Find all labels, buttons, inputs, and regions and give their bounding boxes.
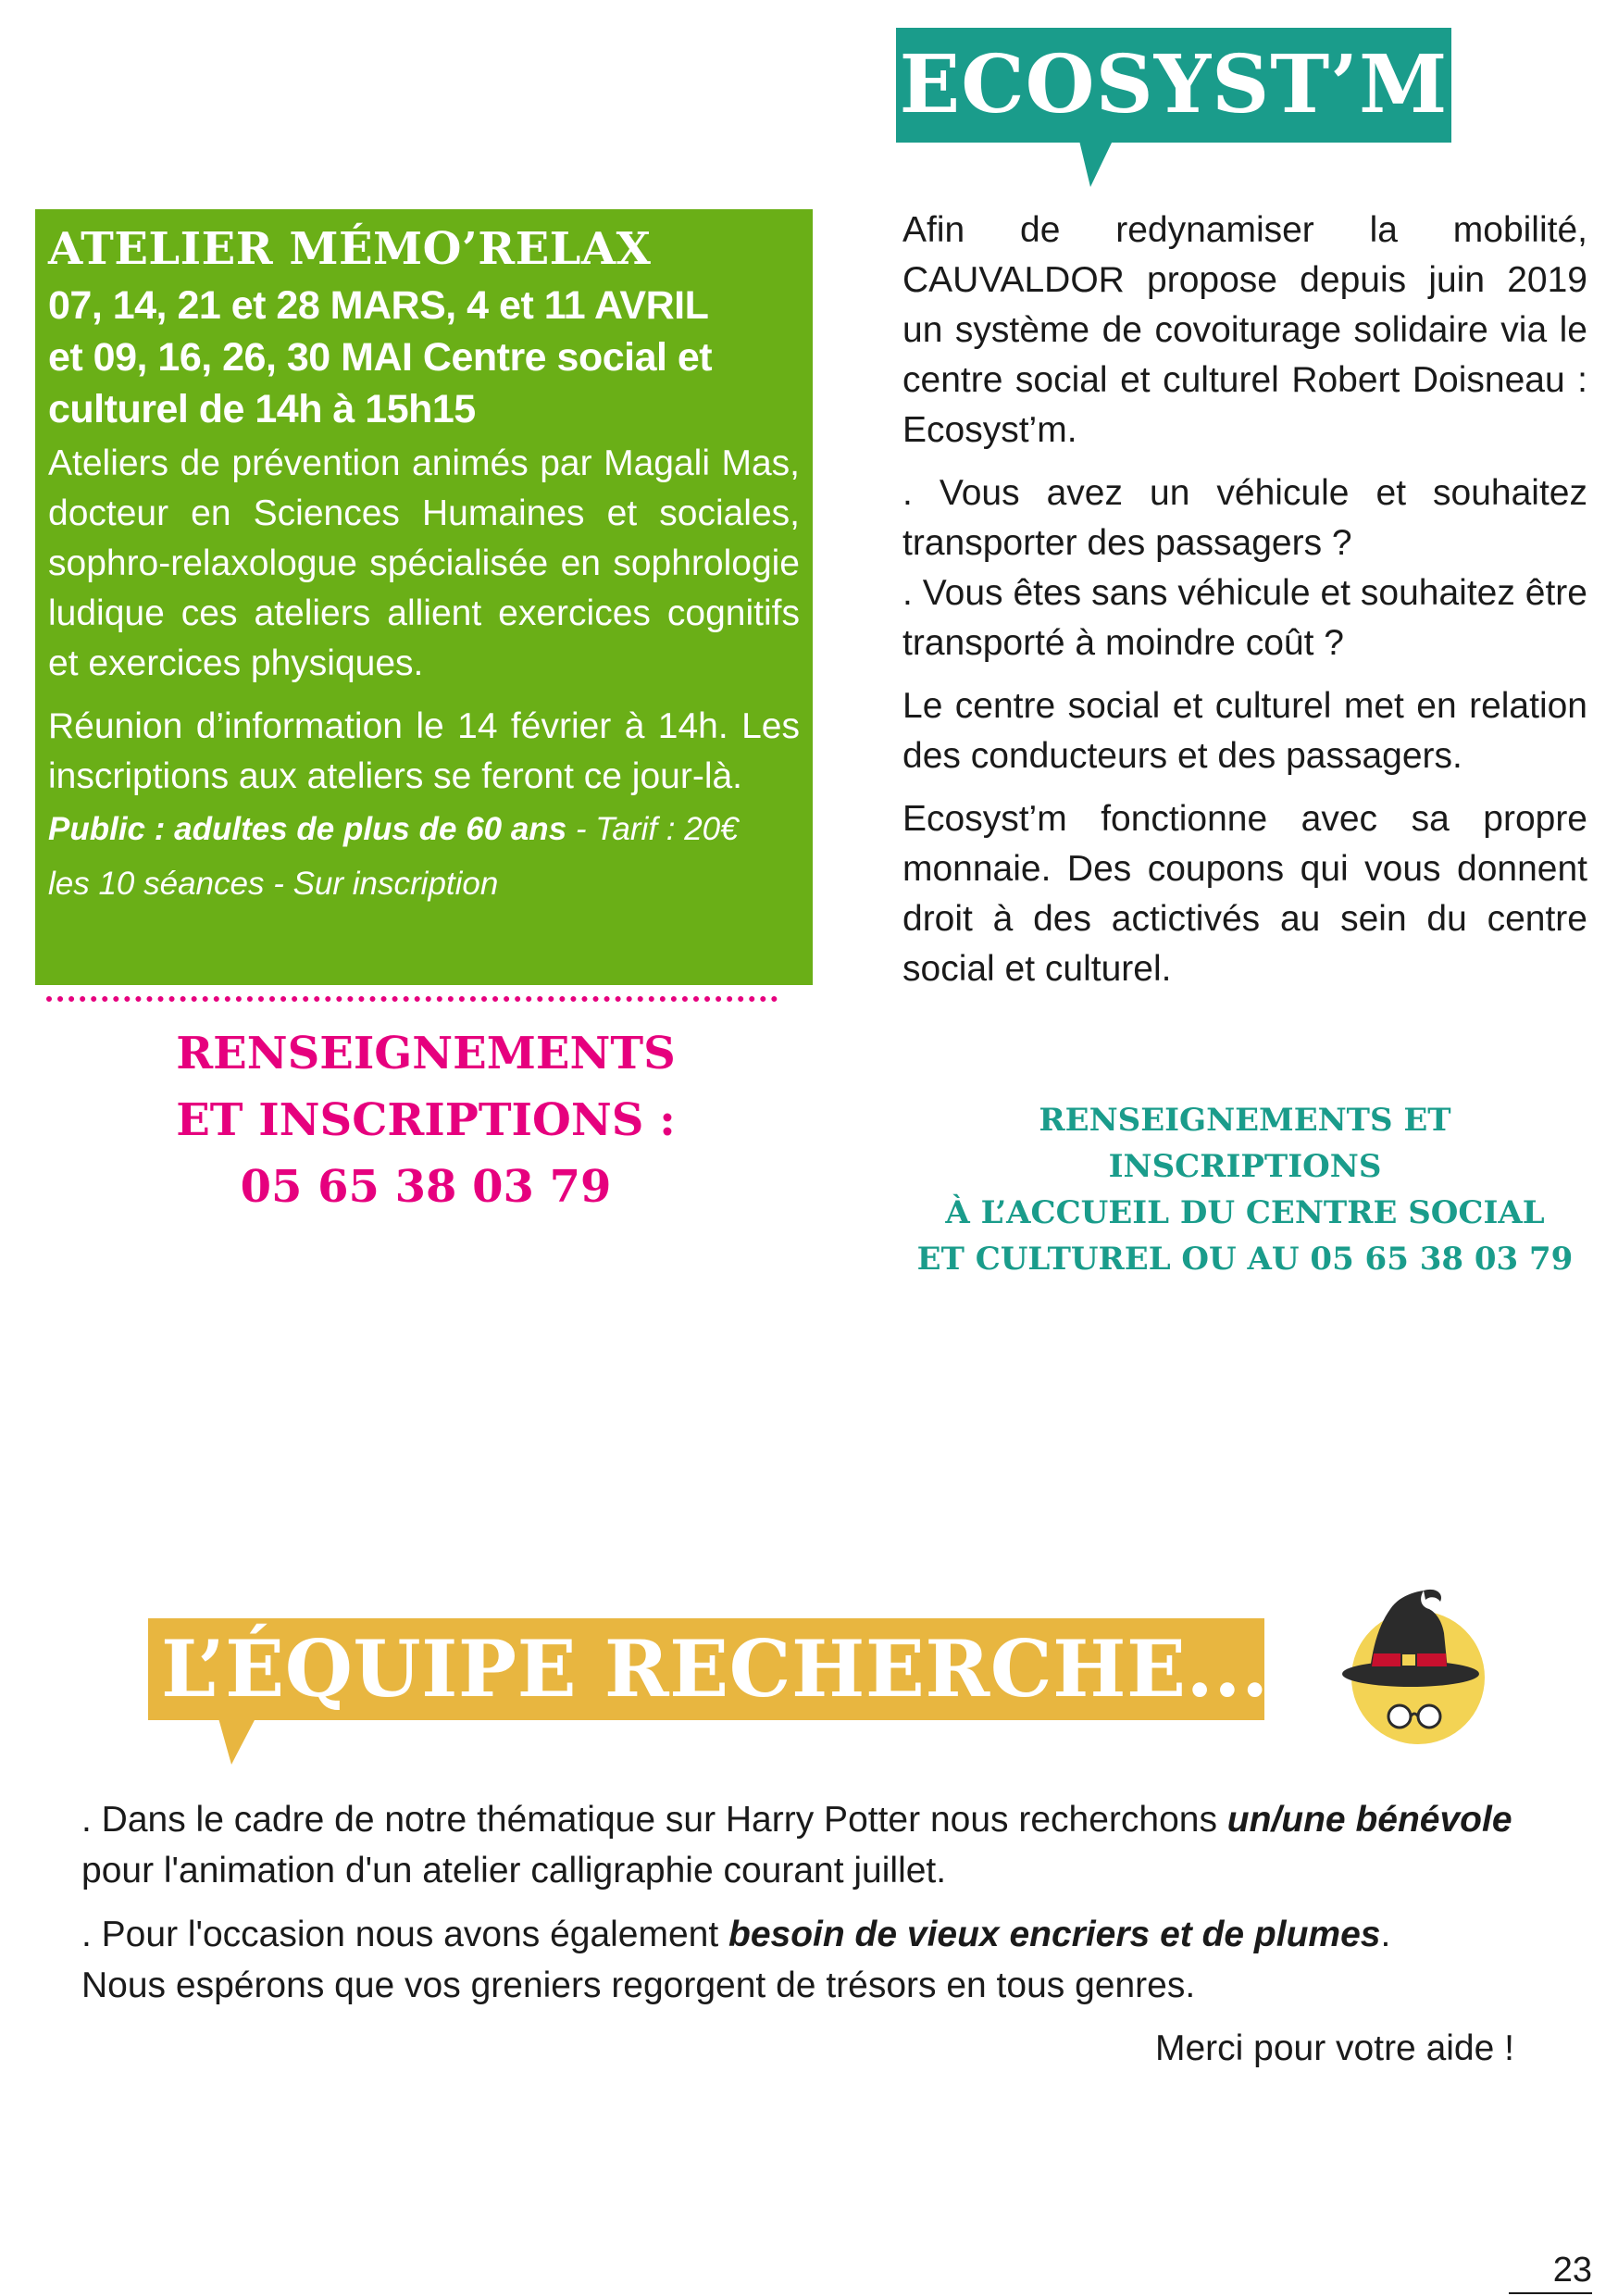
atelier-memo-relax-box: [35, 209, 813, 985]
atelier-dates-line1: 07, 14, 21 et 28 MARS, 4 et 11 AVRIL: [48, 283, 709, 328]
atelier-dates: [48, 280, 800, 435]
atelier-contact-line1: RENSEIGNEMENTS: [176, 1028, 676, 1079]
ecosystm-contact: [902, 1097, 1587, 1282]
page-number: 23: [1509, 2248, 1592, 2294]
equipe-p2-c: .: [1380, 1915, 1391, 1954]
equipe-p2-b: besoin de vieux encriers et de plumes: [728, 1915, 1381, 1954]
ecosystm-contact-line2: À L’ACCUEIL DU CENTRE SOCIAL: [945, 1194, 1545, 1231]
equipe-paragraph-volunteer: [81, 1794, 1514, 1896]
atelier-public-label: Public : adultes de plus de 60 ans: [48, 811, 567, 847]
wizard-hat-glasses-icon: [1333, 1585, 1500, 1746]
equipe-paragraph-items: [81, 1909, 1514, 1960]
equipe-p1-a: . Dans le cadre de notre thématique sur Harry Potter nous recherchons: [81, 1800, 1227, 1840]
ecosystm-paragraph-currency: Ecosyst’m fonctionne avec sa propre monnaie. Des coupons qui vous donnent droit à des actictivés au sein du centre social et culturel.: [902, 799, 1587, 989]
ecosystm-title-banner: ECOSYST’M: [896, 28, 1451, 143]
ecosystm-paragraph-passenger: . Vous êtes sans véhicule et souhaitez être transporté à moindre coût ?: [902, 573, 1587, 663]
atelier-dates-line2: et 09, 16, 26, 30 MAI Centre social et: [48, 335, 713, 380]
equipe-p1-c: pour l'animation d'un atelier calligraphie courant juillet.: [81, 1851, 947, 1890]
equipe-body: [81, 1794, 1514, 2011]
atelier-contact-line2: ET INSCRIPTIONS :: [176, 1094, 676, 1146]
atelier-tarif-part1: - Tarif : 20€: [566, 811, 739, 847]
atelier-contact-phone: 05 65 38 03 79: [240, 1161, 612, 1213]
atelier-description: Ateliers de prévention animés par Magali Mas, docteur en Sciences Humaines et sociales, sophro-relaxologue spécialisée en sophrologie ludique ces ateliers allient exercices cognitifs et exercices physiques.: [48, 443, 800, 683]
atelier-tarif-part2: les 10 séances - Sur inscription: [48, 866, 499, 902]
ecosystm-contact-line1: RENSEIGNEMENTS ET INSCRIPTIONS: [1039, 1102, 1451, 1185]
ecosystm-paragraph-relation: Le centre social et culturel met en relation des conducteurs et des passagers.: [902, 686, 1587, 776]
ecosystm-banner-pointer: [1079, 141, 1113, 187]
atelier-contact: [56, 1020, 796, 1220]
ecosystm-body: [902, 206, 1587, 1007]
equipe-title-banner: L’ÉQUIPE RECHERCHE...: [148, 1618, 1264, 1720]
equipe-thanks: Merci pour votre aide !: [1154, 2028, 1514, 2068]
equipe-paragraph-attics: Nous espérons que vos greniers regorgent de trésors en tous genres.: [81, 1965, 1196, 2005]
atelier-dates-line3: culturel de 14h à 15h15: [48, 387, 476, 431]
atelier-reunion: Réunion d’information le 14 février à 14h. Les inscriptions aux ateliers se feront ce jour-là.: [48, 706, 800, 796]
ecosystm-paragraph-intro: Afin de redynamiser la mobilité, CAUVALDOR propose depuis juin 2019 un système de covoiturage solidaire via le centre social et culturel Robert Doisneau : Ecosyst’m.: [902, 210, 1587, 450]
atelier-public-tarif: [48, 802, 800, 911]
atelier-title: ATELIER MÉMO’RELAX: [48, 223, 652, 275]
equipe-p2-a: . Pour l'occasion nous avons également: [81, 1915, 729, 1954]
dotted-divider: [46, 996, 778, 1002]
ecosystm-paragraph-driver: . Vous avez un véhicule et souhaitez transporter des passagers ?: [902, 473, 1587, 563]
equipe-p1-b: un/une bénévole: [1226, 1800, 1512, 1840]
ecosystm-contact-line3: ET CULTUREL OU AU 05 65 38 03 79: [916, 1241, 1574, 1278]
equipe-banner-pointer: [218, 1718, 255, 1765]
